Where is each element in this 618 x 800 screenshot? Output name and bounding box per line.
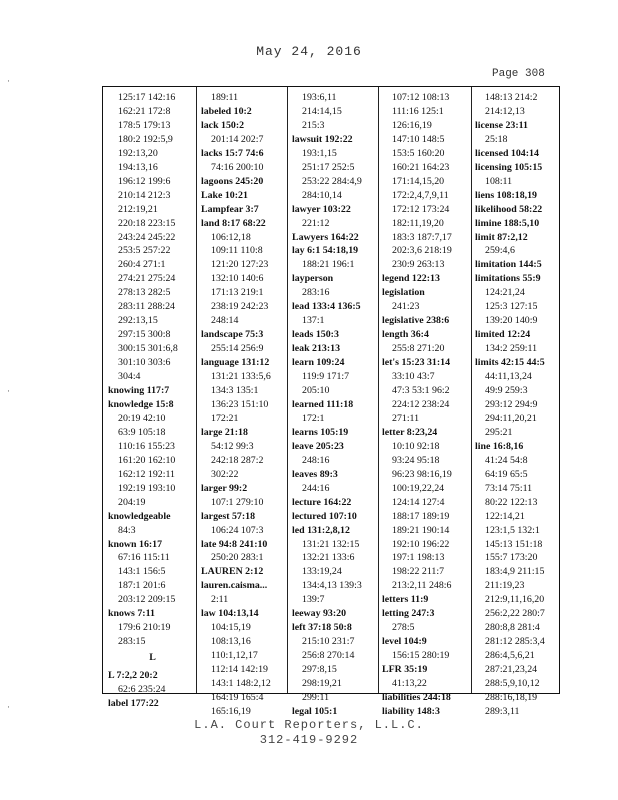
page-line-refs: 205:10 xyxy=(302,385,330,397)
page-line-refs: 288:5,9,10,12 xyxy=(485,678,540,690)
page-line-refs: 242:18 287:2 xyxy=(211,454,264,466)
page-line-refs: 171:14,15,20 xyxy=(392,175,445,187)
page-line-refs: 189:21 190:14 xyxy=(392,524,450,536)
page-line-refs: 178:5 179:13 xyxy=(118,119,171,131)
index-term: learns 105:19 xyxy=(292,426,349,438)
page-line-refs: 215:3 xyxy=(302,119,325,131)
page-line-refs: 161:20 162:10 xyxy=(118,454,176,466)
page-line-refs: 25:18 xyxy=(485,133,508,145)
index-term: lack 150:2 xyxy=(201,119,245,131)
page-number: Page 308 xyxy=(492,68,545,80)
index-term: licensed 104:14 xyxy=(475,147,539,159)
page-line-refs: 197:1 198:13 xyxy=(392,552,445,564)
page-line-refs: 194:13,16 xyxy=(118,161,158,173)
page-line-refs: 165:16,19 xyxy=(211,705,251,717)
page-line-refs: 143:1 156:5 xyxy=(118,566,166,578)
page-line-refs: 108:11 xyxy=(485,175,513,187)
index-term: lectured 107:10 xyxy=(292,510,357,522)
page-line-refs: 100:19,22,24 xyxy=(392,482,445,494)
index-term: knows 7:11 xyxy=(108,608,155,620)
index-term: legend 122:13 xyxy=(382,273,440,285)
page-line-refs: 183:3 187:7,17 xyxy=(392,231,452,243)
page-line-refs: 214:14,15 xyxy=(302,105,342,117)
index-column-2 xyxy=(201,91,290,717)
hole-punch-mark: · xyxy=(7,702,10,712)
page-line-refs: 160:21 164:23 xyxy=(392,161,450,173)
page-line-refs: 271:11 xyxy=(392,412,420,424)
page-line-refs: 187:1 201:6 xyxy=(118,580,166,592)
page-line-refs: 110:16 155:23 xyxy=(118,440,175,452)
page-line-refs: 210:14 212:3 xyxy=(118,189,171,201)
page-line-refs: 302:22 xyxy=(211,468,239,480)
page-line-refs: 248:16 xyxy=(302,454,330,466)
index-term: LAUREN 2:12 xyxy=(201,566,264,578)
index-term: license 23:11 xyxy=(475,119,528,131)
page-line-refs: 41:24 54:8 xyxy=(485,454,528,466)
page-line-refs: 295:21 xyxy=(485,426,513,438)
page-line-refs: 96:23 98:16,19 xyxy=(392,468,452,480)
index-term: lagoons 245:20 xyxy=(201,175,264,187)
index-term: larger 99:2 xyxy=(201,482,248,494)
court-reporter-phone: 312-419-9292 xyxy=(259,733,359,747)
page-line-refs: 256:8 270:14 xyxy=(302,650,355,662)
page-line-refs: 74:16 200:10 xyxy=(211,161,264,173)
page-line-refs: 260:4 271:1 xyxy=(118,259,166,271)
index-term: Lake 10:21 xyxy=(201,189,248,201)
index-term: likelihood 58:22 xyxy=(475,203,543,215)
page-line-refs: 196:12 199:6 xyxy=(118,175,171,187)
page-line-refs: 54:12 99:3 xyxy=(211,440,254,452)
page-line-refs: 110:1,12,17 xyxy=(211,650,258,662)
index-term: LFR 35:19 xyxy=(382,664,428,676)
index-term: limitation 144:5 xyxy=(475,259,542,271)
page-line-refs: 202:3,6 218:19 xyxy=(392,245,452,257)
page-line-refs: 192:13,20 xyxy=(118,147,158,159)
page-line-refs: 188:21 196:1 xyxy=(302,259,355,271)
index-term: leeway 93:20 xyxy=(292,608,347,620)
index-term: level 104:9 xyxy=(382,636,427,648)
index-column-4 xyxy=(382,91,471,717)
page-line-refs: 93:24 95:18 xyxy=(392,454,440,466)
index-term: layperson xyxy=(292,273,334,285)
index-term: language 131:12 xyxy=(201,357,270,369)
page-line-refs: 119:9 171:7 xyxy=(302,371,350,383)
index-term: leads 150:3 xyxy=(292,329,339,341)
page-line-refs: 137:1 xyxy=(302,315,325,327)
hole-punch-mark: · xyxy=(7,386,10,396)
page-line-refs: 221:12 xyxy=(302,217,330,229)
index-term: knowing 117:7 xyxy=(108,385,170,397)
page-line-refs: 41:13,22 xyxy=(392,678,427,690)
index-term: lead 133:4 136:5 xyxy=(292,301,361,313)
index-term: line 16:8,16 xyxy=(475,440,524,452)
index-term: lay 6:1 54:18,19 xyxy=(292,245,359,257)
page-line-refs: 297:15 300:8 xyxy=(118,329,171,341)
index-term: lecture 164:22 xyxy=(292,496,352,508)
page-line-refs: 244:16 xyxy=(302,482,330,494)
index-term: labeled 10:2 xyxy=(201,105,252,117)
page-line-refs: 204:19 xyxy=(118,496,146,508)
section-letter: L xyxy=(149,652,156,664)
index-term: leave 205:23 xyxy=(292,440,344,452)
index-term: liens 108:18,19 xyxy=(475,189,537,201)
page-line-refs: 44:11,13,24 xyxy=(485,371,532,383)
page-line-refs: 292:13,15 xyxy=(118,315,158,327)
index-term: late 94:8 241:10 xyxy=(201,538,268,550)
page-line-refs: 298:19,21 xyxy=(302,678,342,690)
court-reporter-name: L.A. Court Reporters, L.L.C. xyxy=(194,718,424,732)
page-line-refs: 283:16 xyxy=(302,287,330,299)
page-line-refs: 172:1 xyxy=(302,412,325,424)
index-term: lacks 15:7 74:6 xyxy=(201,147,264,159)
page-line-refs: 47:3 53:1 96:2 xyxy=(392,385,450,397)
page-line-refs: 126:16,19 xyxy=(392,119,432,131)
page-line-refs: 108:13,16 xyxy=(211,636,251,648)
page-line-refs: 131:21 133:5,6 xyxy=(211,371,271,383)
index-term: knowledgeable xyxy=(108,510,171,522)
index-column-5 xyxy=(475,91,564,717)
page-line-refs: 134:3 135:1 xyxy=(211,385,259,397)
index-term: leaves 89:3 xyxy=(292,468,338,480)
page-line-refs: 189:11 xyxy=(211,92,239,103)
page-line-refs: 179:6 210:19 xyxy=(118,622,171,634)
index-term: leak 213:13 xyxy=(292,343,341,355)
index-term: legal 105:1 xyxy=(292,705,338,717)
page-line-refs: 294:11,20,21 xyxy=(485,412,537,424)
index-term: legislative 238:6 xyxy=(382,315,450,327)
index-term: led 131:2,8,12 xyxy=(292,524,350,536)
page-line-refs: 111:16 125:1 xyxy=(392,105,444,117)
index-term: Lampfear 3:7 xyxy=(201,203,259,215)
index-term: L 7:2,2 20:2 xyxy=(108,670,158,682)
page-line-refs: 238:19 242:23 xyxy=(211,301,269,313)
index-term: lawyer 103:22 xyxy=(292,203,351,215)
index-term: liabilities 244:18 xyxy=(382,691,451,703)
page-line-refs: 281:12 285:3,4 xyxy=(485,636,545,648)
page-line-refs: 20:19 42:10 xyxy=(118,412,166,424)
page-line-refs: 304:4 xyxy=(118,371,141,383)
page-line-refs: 280:8,8 281:4 xyxy=(485,622,540,634)
page-line-refs: 73:14 75:11 xyxy=(485,482,533,494)
page-line-refs: 193:6,11 xyxy=(302,92,337,103)
page-line-refs: 284:10,14 xyxy=(302,189,342,201)
page-line-refs: 134:2 259:11 xyxy=(485,343,538,355)
index-term: limit 87:2,12 xyxy=(475,231,528,243)
page-line-refs: 255:14 256:9 xyxy=(211,343,264,355)
page-line-refs: 241:23 xyxy=(392,301,420,313)
page-line-refs: 293:12 294:9 xyxy=(485,398,538,410)
page-line-refs: 62:6 235:24 xyxy=(118,684,166,696)
page-line-refs: 122:14,21 xyxy=(485,510,525,522)
index-term: label 177:22 xyxy=(108,698,159,710)
page-line-refs: 139:20 140:9 xyxy=(485,315,538,327)
page-line-refs: 188:17 189:19 xyxy=(392,510,450,522)
page-line-refs: 10:10 92:18 xyxy=(392,440,440,452)
index-term: licensing 105:15 xyxy=(475,161,543,173)
index-term: lawsuit 192:22 xyxy=(292,133,353,145)
page-line-refs: 212:9,11,16,20 xyxy=(485,594,545,606)
page-line-refs: 139:7 xyxy=(302,594,325,606)
index-term: limits 42:15 44:5 xyxy=(475,357,545,369)
index-term: legislation xyxy=(382,287,425,299)
page-line-refs: 164:19 165:4 xyxy=(211,691,264,703)
page-line-refs: 212:19,21 xyxy=(118,203,158,215)
page-line-refs: 109:11 110:8 xyxy=(211,245,263,257)
page-line-refs: 125:3 127:15 xyxy=(485,301,538,313)
page-line-refs: 201:14 202:7 xyxy=(211,133,264,145)
page-line-refs: 172:2,4,7,9,11 xyxy=(392,189,449,201)
page-line-refs: 132:10 140:6 xyxy=(211,273,264,285)
page-line-refs: 243:24 245:22 xyxy=(118,231,176,243)
index-term: liability 148:3 xyxy=(382,705,440,717)
index-term: learn 109:24 xyxy=(292,357,345,369)
index-term: land 8:17 68:22 xyxy=(201,217,266,229)
page-line-refs: 274:21 275:24 xyxy=(118,273,176,285)
column-divider xyxy=(471,87,472,693)
page-line-refs: 283:11 288:24 xyxy=(118,301,175,313)
page-line-refs: 193:1,15 xyxy=(302,147,337,159)
page-line-refs: 256:2,22 280:7 xyxy=(485,608,545,620)
hole-punch-mark: · xyxy=(7,76,10,86)
column-divider xyxy=(196,87,197,693)
page-line-refs: 182:11,19,20 xyxy=(392,217,444,229)
page-line-refs: 203:12 209:15 xyxy=(118,594,176,606)
index-term: large 21:18 xyxy=(201,426,248,438)
page-line-refs: 214:12,13 xyxy=(485,105,525,117)
page-line-refs: 84:3 xyxy=(118,524,136,536)
page-line-refs: 183:4,9 211:15 xyxy=(485,566,545,578)
index-term: letting 247:3 xyxy=(382,608,435,620)
page-line-refs: 289:3,11 xyxy=(485,705,520,717)
page-line-refs: 213:2,11 248:6 xyxy=(392,580,452,592)
page-line-refs: 162:12 192:11 xyxy=(118,468,175,480)
page-line-refs: 220:18 223:15 xyxy=(118,217,176,229)
index-term: Lawyers 164:22 xyxy=(292,231,359,243)
page-line-refs: 171:13 219:1 xyxy=(211,287,264,299)
page-line-refs: 215:10 231:7 xyxy=(302,636,355,648)
index-term: lauren.caisma... xyxy=(201,580,268,592)
index-column-1 xyxy=(108,91,197,710)
index-term: limitations 55:9 xyxy=(475,273,541,285)
index-column-3 xyxy=(292,91,381,717)
column-divider xyxy=(378,87,379,693)
page-line-refs: 253:5 257:22 xyxy=(118,245,171,257)
page-line-refs: 172:12 173:24 xyxy=(392,203,450,215)
index-term: largest 57:18 xyxy=(201,510,256,522)
page-line-refs: 156:15 280:19 xyxy=(392,650,450,662)
page-line-refs: 67:16 115:11 xyxy=(118,552,170,564)
index-term: law 104:13,14 xyxy=(201,608,259,620)
page-line-refs: 251:17 252:5 xyxy=(302,161,355,173)
page-line-refs: 288:16,18,19 xyxy=(485,691,538,703)
page-line-refs: 133:19,24 xyxy=(302,566,342,578)
page-line-refs: 104:15,19 xyxy=(211,622,251,634)
page-line-refs: 131:21 132:15 xyxy=(302,538,360,550)
page-line-refs: 172:21 xyxy=(211,412,239,424)
page-line-refs: 106:12,18 xyxy=(211,231,251,243)
index-term: left 37:18 50:8 xyxy=(292,622,352,634)
page-line-refs: 136:23 151:10 xyxy=(211,398,269,410)
page-line-refs: 134:4,13 139:3 xyxy=(302,580,362,592)
page-line-refs: 148:13 214:2 xyxy=(485,92,538,103)
page-line-refs: 230:9 263:13 xyxy=(392,259,445,271)
word-index-table xyxy=(102,86,560,717)
page-line-refs: 125:17 142:16 xyxy=(118,92,176,103)
index-term: learned 111:18 xyxy=(292,398,354,410)
page-line-refs: 287:21,23,24 xyxy=(485,664,538,676)
page-line-refs: 259:4,6 xyxy=(485,245,515,257)
page-line-refs: 112:14 142:19 xyxy=(211,664,268,676)
page-line-refs: 198:22 211:7 xyxy=(392,566,445,578)
page-line-refs: 253:22 284:4,9 xyxy=(302,175,362,187)
page-line-refs: 283:15 xyxy=(118,636,146,648)
page-line-refs: 132:21 133:6 xyxy=(302,552,355,564)
index-term: letter 8:23,24 xyxy=(382,426,438,438)
page-line-refs: 286:4,5,6,21 xyxy=(485,650,535,662)
page-line-refs: 155:7 173:20 xyxy=(485,552,538,564)
page-line-refs: 2:11 xyxy=(211,594,229,606)
index-term: limited 12:24 xyxy=(475,329,531,341)
page-line-refs: 224:12 238:24 xyxy=(392,398,450,410)
page-line-refs: 107:1 279:10 xyxy=(211,496,264,508)
page-line-refs: 49:9 259:3 xyxy=(485,385,528,397)
index-term: length 36:4 xyxy=(382,329,429,341)
index-term: let's 15:23 31:14 xyxy=(382,357,451,369)
index-term: knowledge 15:8 xyxy=(108,398,174,410)
page-line-refs: 180:2 192:5,9 xyxy=(118,133,173,145)
page-line-refs: 299:11 xyxy=(302,691,330,703)
page-line-refs: 145:13 151:18 xyxy=(485,538,543,550)
page-line-refs: 278:13 282:5 xyxy=(118,287,171,299)
index-term: known 16:17 xyxy=(108,538,163,550)
page-line-refs: 162:21 172:8 xyxy=(118,105,171,117)
page-line-refs: 143:1 148:2,12 xyxy=(211,678,271,690)
page-line-refs: 192:19 193:10 xyxy=(118,482,176,494)
page-line-refs: 250:20 283:1 xyxy=(211,552,264,564)
page-line-refs: 123:1,5 132:1 xyxy=(485,524,540,536)
index-term: landscape 75:3 xyxy=(201,329,264,341)
page-line-refs: 33:10 43:7 xyxy=(392,371,435,383)
column-divider xyxy=(287,87,288,693)
transcript-date: May 24, 2016 xyxy=(256,44,362,59)
page-line-refs: 192:10 196:22 xyxy=(392,538,450,550)
page-line-refs: 106:24 107:3 xyxy=(211,524,264,536)
page-line-refs: 297:8,15 xyxy=(302,664,337,676)
page-line-refs: 107:12 108:13 xyxy=(392,92,450,103)
page-line-refs: 211:19,23 xyxy=(485,580,525,592)
page-line-refs: 80:22 122:13 xyxy=(485,496,538,508)
page-line-refs: 255:8 271:20 xyxy=(392,343,445,355)
page-line-refs: 278:5 xyxy=(392,622,415,634)
index-term: limine 188:5,10 xyxy=(475,217,540,229)
page-line-refs: 63:9 105:18 xyxy=(118,426,166,438)
page-line-refs: 124:14 127:4 xyxy=(392,496,445,508)
page-line-refs: 147:10 148:5 xyxy=(392,133,445,145)
page-line-refs: 124:21,24 xyxy=(485,287,525,299)
page-line-refs: 121:20 127:23 xyxy=(211,259,269,271)
page-line-refs: 64:19 65:5 xyxy=(485,468,528,480)
page-line-refs: 301:10 303:6 xyxy=(118,357,171,369)
page-line-refs: 300:15 301:6,8 xyxy=(118,343,178,355)
page-line-refs: 248:14 xyxy=(211,315,239,327)
page-line-refs: 153:5 160:20 xyxy=(392,147,445,159)
index-term: letters 11:9 xyxy=(382,594,429,606)
